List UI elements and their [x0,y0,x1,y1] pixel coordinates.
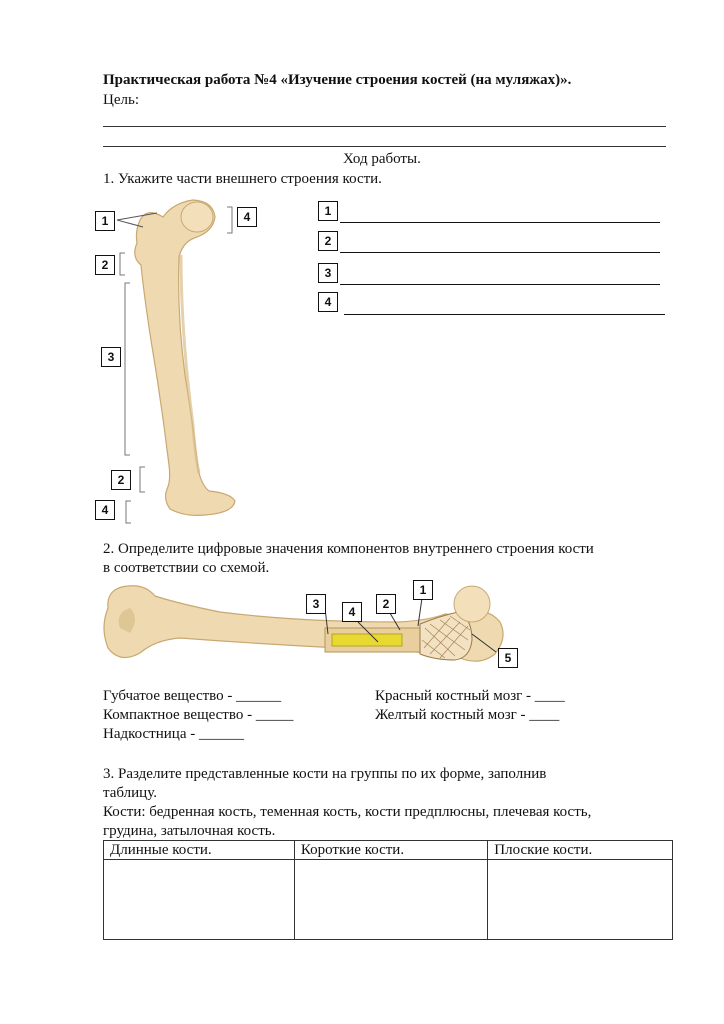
femoral-head [454,586,490,622]
answer-line-4[interactable] [344,314,665,315]
answer-number-4: 4 [318,292,338,312]
task1-callout-2-top: 2 [95,255,115,275]
task1-callout-3: 3 [101,347,121,367]
task1-callout-4-top: 4 [237,207,257,227]
goal-label: Цель: [103,92,139,108]
cell-short-bones[interactable] [294,860,487,940]
goal-answer-line-2 [103,146,666,147]
table-answer-row [104,860,673,940]
task2-callout-5: 5 [498,648,518,668]
task2-instruction-line-2: в соответствии со схемой. [103,560,270,576]
task1-callout-4-bottom: 4 [95,500,115,520]
answer-number-3: 3 [318,263,338,283]
header-long-bones: Длинные кости. [104,841,295,860]
task2-callout-4: 4 [342,602,362,622]
task3-instruction-line-1: 3. Разделите представленные кости на группы по их форме, заполнив [103,766,547,782]
task1-callout-1: 1 [95,211,115,231]
task2-callout-3: 3 [306,594,326,614]
cell-flat-bones[interactable] [488,860,673,940]
task2-callout-2: 2 [376,594,396,614]
red-marrow-item: Красный костный мозг - ____ [375,688,565,704]
periosteum-item: Надкостница - ______ [103,726,244,742]
answer-number-1: 1 [318,201,338,221]
worksheet-title: Практическая работа №4 «Изучение строения костей (на муляжах)». [103,72,572,88]
task2-instruction-line-1: 2. Определите цифровые значения компонентов внутреннего строения кости [103,541,594,557]
bone-classification-table [103,840,673,940]
answer-line-2[interactable] [340,252,660,253]
compact-substance-item: Компактное вещество - _____ [103,707,294,723]
cell-long-bones[interactable] [104,860,295,940]
yellow-marrow-item: Желтый костный мозг - ____ [375,707,560,723]
task1-instruction: 1. Укажите части внешнего строения кости. [103,171,382,187]
yellow-marrow [332,634,402,646]
bone-section-diagram [100,578,520,678]
answer-line-1[interactable] [340,222,660,223]
answer-number-2: 2 [318,231,338,251]
goal-answer-line-1 [103,126,666,127]
header-short-bones: Короткие кости. [294,841,487,860]
task1-callout-2-bottom: 2 [111,470,131,490]
answer-line-3[interactable] [340,284,660,285]
spongy-substance-item: Губчатое вещество - ______ [103,688,282,704]
task2-callout-1: 1 [413,580,433,600]
section-heading: Ход работы. [343,151,421,167]
header-flat-bones: Плоские кости. [488,841,673,860]
task3-bones-line-2: грудина, затылочная кость. [103,823,276,839]
task3-instruction-line-2: таблицу. [103,785,157,801]
task3-bones-line-1: Кости: бедренная кость, теменная кость, кости предплюсны, плечевая кость, [103,804,592,820]
table-header-row [104,841,673,860]
